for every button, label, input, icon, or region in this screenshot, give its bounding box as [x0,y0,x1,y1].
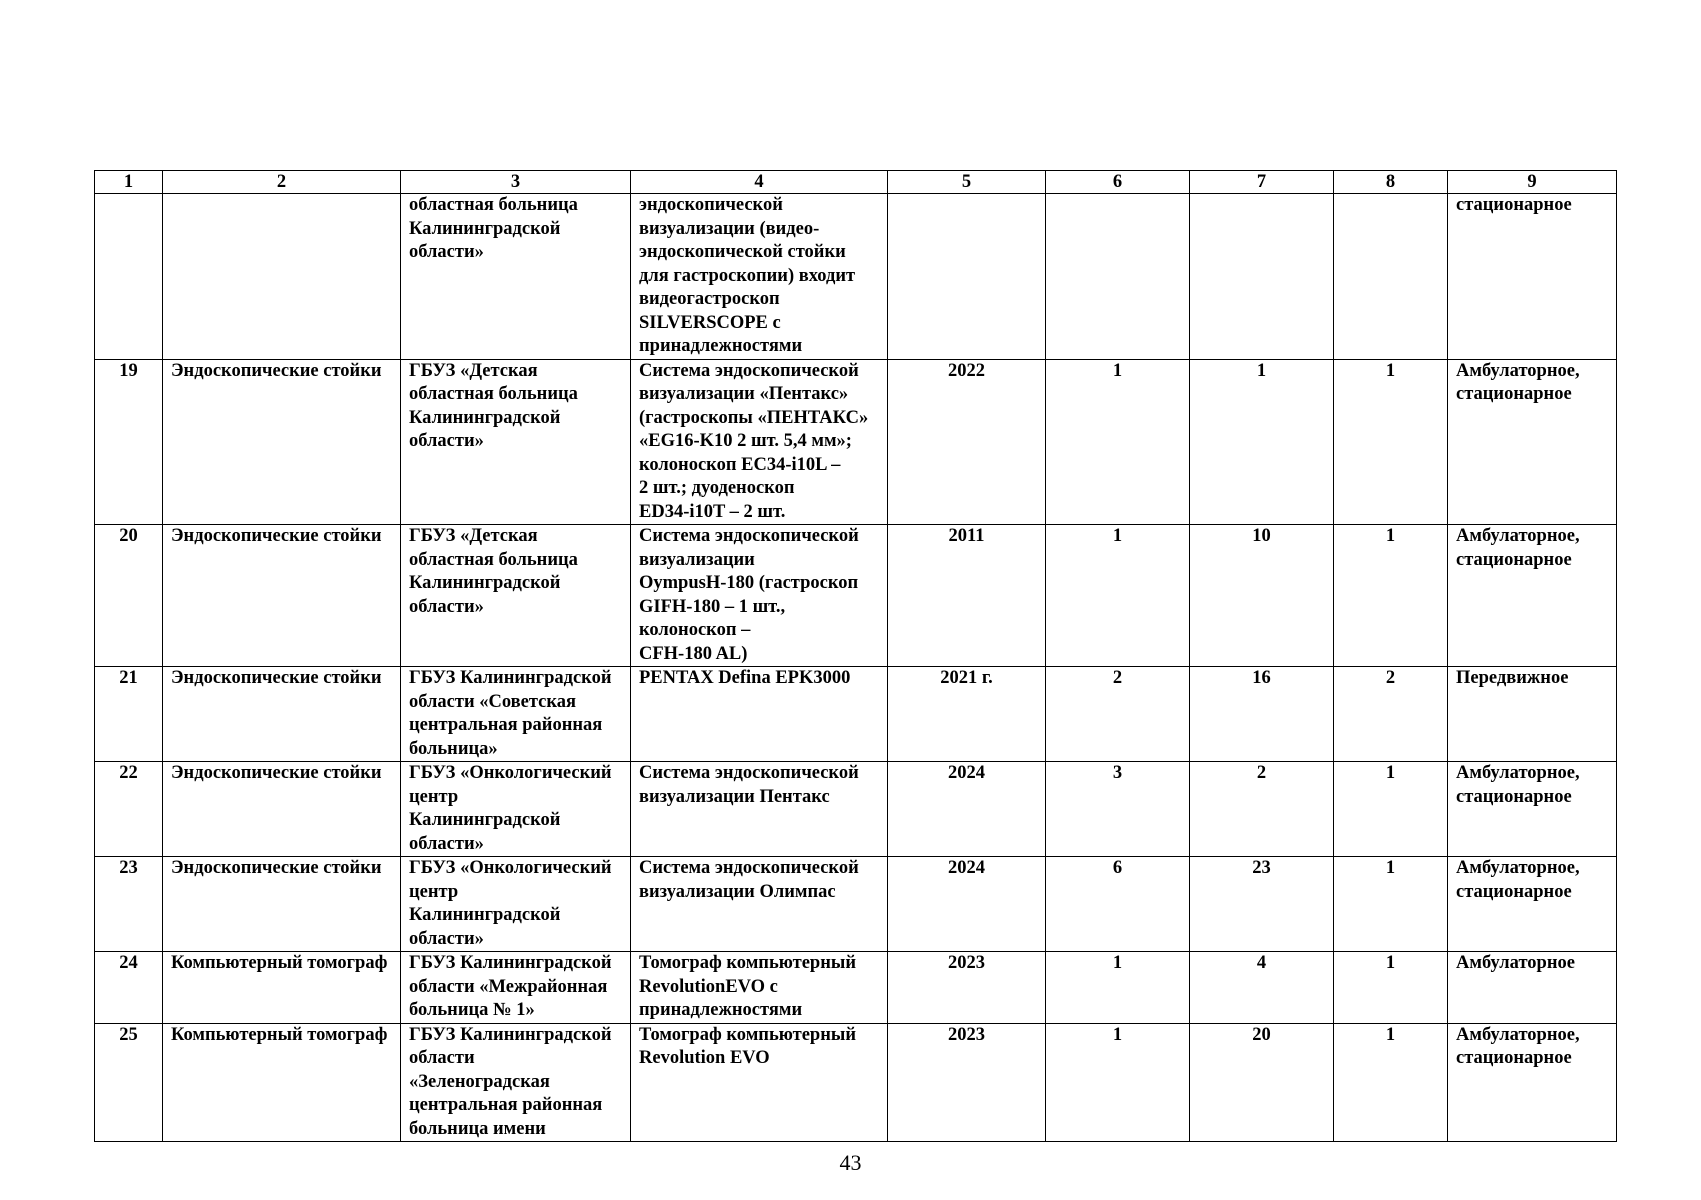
table-row [95,1023,1617,1142]
column-7-cell: 2 [1190,762,1334,857]
row-number-cell: 22 [95,762,163,857]
column-8-cell: 1 [1334,857,1448,952]
usage-mode-cell: Амбулаторное [1448,952,1617,1024]
organization-cell: ГБУЗ Калининградской области «Межрайонная больница № 1» [401,952,631,1024]
year-cell: 2024 [888,857,1046,952]
column-6-cell: 1 [1046,359,1190,525]
equipment-type-cell: Эндоскопические стойки [163,667,401,762]
column-8-cell [1334,194,1448,360]
model-cell: Томограф компьютерный RevolutionEVO с принадлежностями [631,952,888,1024]
year-cell: 2023 [888,1023,1046,1142]
usage-mode-cell: Амбулаторное, стационарное [1448,762,1617,857]
model-cell: PENTAX Defina EPK3000 [631,667,888,762]
row-number-cell: 20 [95,525,163,667]
model-cell: Система эндоскопической визуализации «Пентакс» (гастроскопы «ПЕНТАКС» «EG16-K10 2 шт. 5,4 мм»; колоноскоп EC34-i10L – 2 шт.; дуоденоскоп ED34-i10T – 2 шт. [631,359,888,525]
column-7-cell: 23 [1190,857,1334,952]
usage-mode-cell: Амбулаторное, стационарное [1448,525,1617,667]
table-row [95,359,1617,525]
column-header-8: 8 [1334,171,1448,194]
equipment-table [94,170,1617,1142]
page-number: 43 [839,1150,862,1175]
column-7-cell: 4 [1190,952,1334,1024]
column-header-1: 1 [95,171,163,194]
column-6-cell: 2 [1046,667,1190,762]
organization-cell: ГБУЗ «Онкологический центр Калининградской области» [401,762,631,857]
equipment-type-cell: Эндоскопические стойки [163,525,401,667]
column-8-cell: 1 [1334,952,1448,1024]
table-header [95,171,1617,194]
column-7-cell: 16 [1190,667,1334,762]
table-row [95,952,1617,1024]
column-7-cell: 1 [1190,359,1334,525]
row-number-cell: 23 [95,857,163,952]
column-7-cell [1190,194,1334,360]
column-8-cell: 1 [1334,762,1448,857]
model-cell: эндоскопической визуализации (видео- эндоскопической стойки для гастроскопии) входит видеогастроскоп SILVERSCOPE с принадлежностями [631,194,888,360]
column-header-6: 6 [1046,171,1190,194]
year-cell: 2021 г. [888,667,1046,762]
usage-mode-cell: Передвижное [1448,667,1617,762]
model-cell: Система эндоскопической визуализации OympusH-180 (гастроскоп GIFH-180 – 1 шт., колоноскоп – CFH-180 AL) [631,525,888,667]
model-cell: Система эндоскопической визуализации Олимпас [631,857,888,952]
organization-cell: ГБУЗ «Онкологический центр Калининградской области» [401,857,631,952]
organization-cell: ГБУЗ Калининградской области «Советская центральная районная больница» [401,667,631,762]
column-8-cell: 1 [1334,1023,1448,1142]
column-7-cell: 10 [1190,525,1334,667]
model-cell: Система эндоскопической визуализации Пентакс [631,762,888,857]
table-row [95,762,1617,857]
equipment-type-cell: Эндоскопические стойки [163,762,401,857]
year-cell [888,194,1046,360]
row-number-cell: 21 [95,667,163,762]
column-6-cell [1046,194,1190,360]
table-row [95,525,1617,667]
column-6-cell: 6 [1046,857,1190,952]
table-row [95,667,1617,762]
row-number-cell: 24 [95,952,163,1024]
row-number-cell: 25 [95,1023,163,1142]
column-8-cell: 2 [1334,667,1448,762]
column-8-cell: 1 [1334,525,1448,667]
column-7-cell: 20 [1190,1023,1334,1142]
organization-cell: ГБУЗ Калининградской области «Зеленоградская центральная районная больница имени [401,1023,631,1142]
equipment-type-cell: Эндоскопические стойки [163,857,401,952]
usage-mode-cell: Амбулаторное, стационарное [1448,1023,1617,1142]
equipment-type-cell: Эндоскопические стойки [163,359,401,525]
organization-cell: ГБУЗ «Детская областная больница Калининградской области» [401,359,631,525]
column-6-cell: 1 [1046,952,1190,1024]
year-cell: 2024 [888,762,1046,857]
column-6-cell: 1 [1046,1023,1190,1142]
table-row [95,194,1617,360]
column-header-5: 5 [888,171,1046,194]
column-header-2: 2 [163,171,401,194]
organization-cell: ГБУЗ «Детская областная больница Калининградской области» [401,525,631,667]
model-cell: Томограф компьютерный Revolution EVO [631,1023,888,1142]
table-body [95,194,1617,1142]
column-8-cell: 1 [1334,359,1448,525]
column-6-cell: 3 [1046,762,1190,857]
year-cell: 2022 [888,359,1046,525]
equipment-type-cell: Компьютерный томограф [163,952,401,1024]
header-row [95,171,1617,194]
usage-mode-cell: стационарное [1448,194,1617,360]
column-header-4: 4 [631,171,888,194]
equipment-type-cell: Компьютерный томограф [163,1023,401,1142]
column-header-9: 9 [1448,171,1617,194]
row-number-cell [95,194,163,360]
year-cell: 2023 [888,952,1046,1024]
organization-cell: областная больница Калининградской области» [401,194,631,360]
equipment-type-cell [163,194,401,360]
row-number-cell: 19 [95,359,163,525]
column-header-3: 3 [401,171,631,194]
usage-mode-cell: Амбулаторное, стационарное [1448,359,1617,525]
usage-mode-cell: Амбулаторное, стационарное [1448,857,1617,952]
column-header-7: 7 [1190,171,1334,194]
year-cell: 2011 [888,525,1046,667]
column-6-cell: 1 [1046,525,1190,667]
table-row [95,857,1617,952]
